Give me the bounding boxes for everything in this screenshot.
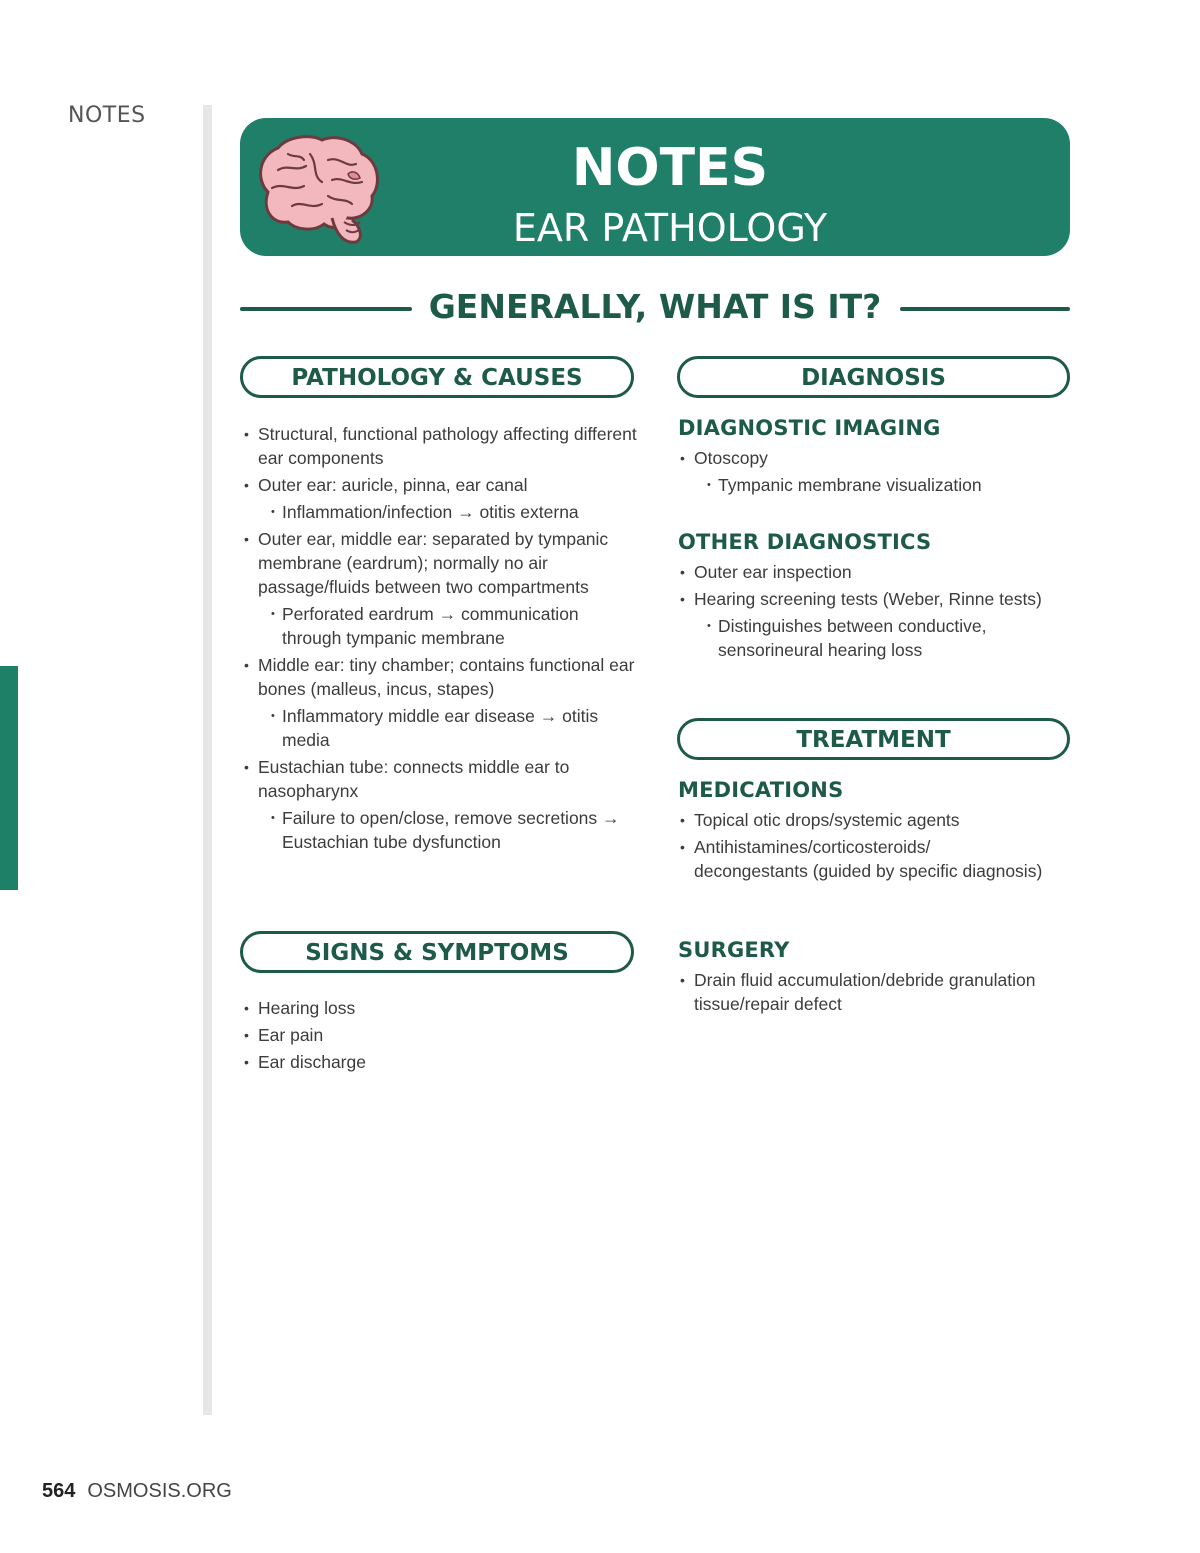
list-item: • Drain fluid accumulation/debride granulation tissue/repair defect [678,968,1048,1016]
margin-divider [203,105,212,1415]
list-item: • Antihistamines/corticosteroids/ decongestants (guided by specific diagnosis) [678,835,1048,883]
list-item: • Outer ear: auricle, pinna, ear canal [242,473,642,497]
list-subitem: • Perforated eardrum → communication through tympanic membrane [270,602,642,650]
list-subitem: • Failure to open/close, remove secretions → Eustachian tube dysfunction [270,806,642,854]
section-heading [240,285,1070,331]
list-item: • Hearing screening tests (Weber, Rinne tests) [678,587,1048,611]
signs-list [242,996,642,1077]
list-item: • Structural, functional pathology affecting different ear components [242,422,642,470]
side-notes-label: NOTES [68,103,146,128]
site-name: OSMOSIS.ORG [87,1480,232,1502]
page-number: 564 [42,1480,76,1502]
signs-heading: SIGNS & SYMPTOMS [240,931,634,973]
diagnostic-imaging-subheading: DIAGNOSTIC IMAGING [678,416,941,440]
list-item: • Ear discharge [242,1050,642,1074]
banner-title: NOTES [571,138,769,198]
surgery-section [678,938,1048,1019]
diagnosis-heading: DIAGNOSIS [677,356,1070,398]
list-item: • Hearing loss [242,996,642,1020]
banner-subtitle: EAR PATHOLOGY [512,206,828,250]
list-item: • Middle ear: tiny chamber; contains functional ear bones (malleus, incus, stapes) [242,653,642,701]
medications-section [678,778,1048,886]
treatment-heading: TREATMENT [677,718,1070,760]
diagnosis-section [678,416,1048,500]
list-subitem: • Distinguishes between conductive, sensorineural hearing loss [706,614,1048,662]
list-item: • Eustachian tube: connects middle ear to nasopharynx [242,755,642,803]
list-subitem: • Tympanic membrane visualization [706,473,1048,497]
list-subitem: • Inflammation/infection → otitis externa [270,500,642,524]
list-item: • Otoscopy [678,446,1048,470]
list-item: • Topical otic drops/systemic agents [678,808,1048,832]
pathology-heading: PATHOLOGY & CAUSES [240,356,634,398]
heading-rule-right [900,307,1070,311]
list-item: • Outer ear, middle ear: separated by tympanic membrane (eardrum); normally no air passage/fluids between two compartments [242,527,642,599]
surgery-subheading: SURGERY [678,938,790,962]
other-diagnostics-subheading: OTHER DIAGNOSTICS [678,530,932,554]
other-diagnostics-section [678,530,1048,665]
chapter-tab [0,666,18,890]
medications-subheading: MEDICATIONS [678,778,844,802]
list-subitem: • Inflammatory middle ear disease → otitis media [270,704,642,752]
section-heading-text: GENERALLY, WHAT IS IT? [428,287,882,326]
list-item: • Outer ear inspection [678,560,1048,584]
pathology-list [242,422,642,857]
page-footer [42,1480,232,1503]
title-banner [240,118,1070,256]
list-item: • Ear pain [242,1023,642,1047]
